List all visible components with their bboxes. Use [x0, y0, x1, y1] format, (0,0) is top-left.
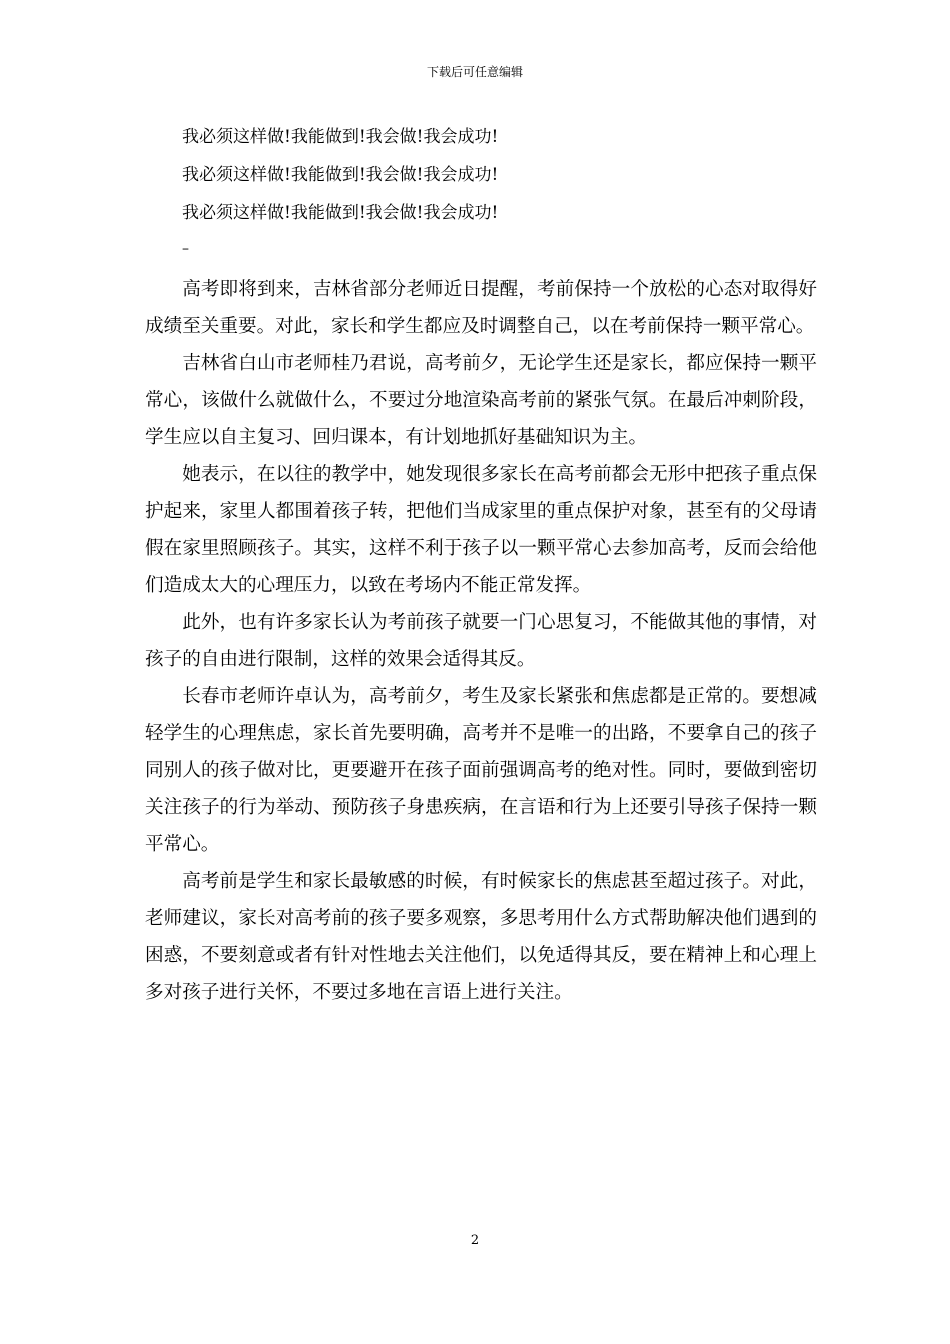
dash-mark: – — [182, 241, 189, 257]
article-paragraph: 长春市老师许卓认为，高考前夕，考生及家长紧张和焦虑都是正常的。要想减轻学生的心理焦虑，家长首先要明确，高考并不是唯一的出路，不要拿自己的孩子同别人的孩子做对比，更要避开在孩子面前强调高考的绝对性。同时，要做到密切关注孩子的行为举动、预防孩子身患疾病，在言语和行为上还要引导孩子保持一颗平常心。 — [145, 686, 817, 855]
article-body — [145, 271, 817, 1011]
motto-block — [182, 124, 498, 264]
article-paragraph: 她表示，在以往的教学中，她发现很多家长在高考前都会无形中把孩子重点保护起来，家里人都围着孩子转，把他们当成家里的重点保护对象，甚至有的父母请假在家里照顾孩子。其实，这样不利于孩子以一颗平常心去参加高考，反而会给他们造成太大的心理压力，以致在考场内不能正常发挥。 — [145, 464, 817, 596]
article-paragraph: 此外，也有许多家长认为考前孩子就要一门心思复习，不能做其他的事情，对孩子的自由进行限制，这样的效果会适得其反。 — [145, 612, 817, 670]
article-paragraph: 高考前是学生和家长最敏感的时候，有时候家长的焦虑甚至超过孩子。对此，老师建议，家长对高考前的孩子要多观察，多思考用什么方式帮助解决他们遇到的困惑，不要刻意或者有针对性地去关注他们，以免适得其反，要在精神上和心理上多对孩子进行关怀，不要过多地在言语上进行关注。 — [145, 871, 817, 1003]
motto-line: 我必须这样做!我能做到!我会做!我会成功! — [182, 203, 499, 223]
motto-line: 我必须这样做!我能做到!我会做!我会成功! — [182, 165, 499, 185]
article-paragraph: 高考即将到来，吉林省部分老师近日提醒，考前保持一个放松的心态对取得好成绩至关重要。对此，家长和学生都应及时调整自己，以在考前保持一颗平常心。 — [145, 279, 817, 337]
page-header: 下载后可任意编辑 — [426, 65, 523, 79]
article-paragraph: 吉林省白山市老师桂乃君说，高考前夕，无论学生还是家长，都应保持一颗平常心，该做什么就做什么，不要过分地渲染高考前的紧张气氛。在最后冲刺阶段，学生应以自主复习、回归课本，有计划地抓好基础知识为主。 — [145, 353, 817, 448]
motto-line: 我必须这样做!我能做到!我会做!我会成功! — [182, 127, 499, 147]
page-number: 2 — [470, 1233, 480, 1248]
